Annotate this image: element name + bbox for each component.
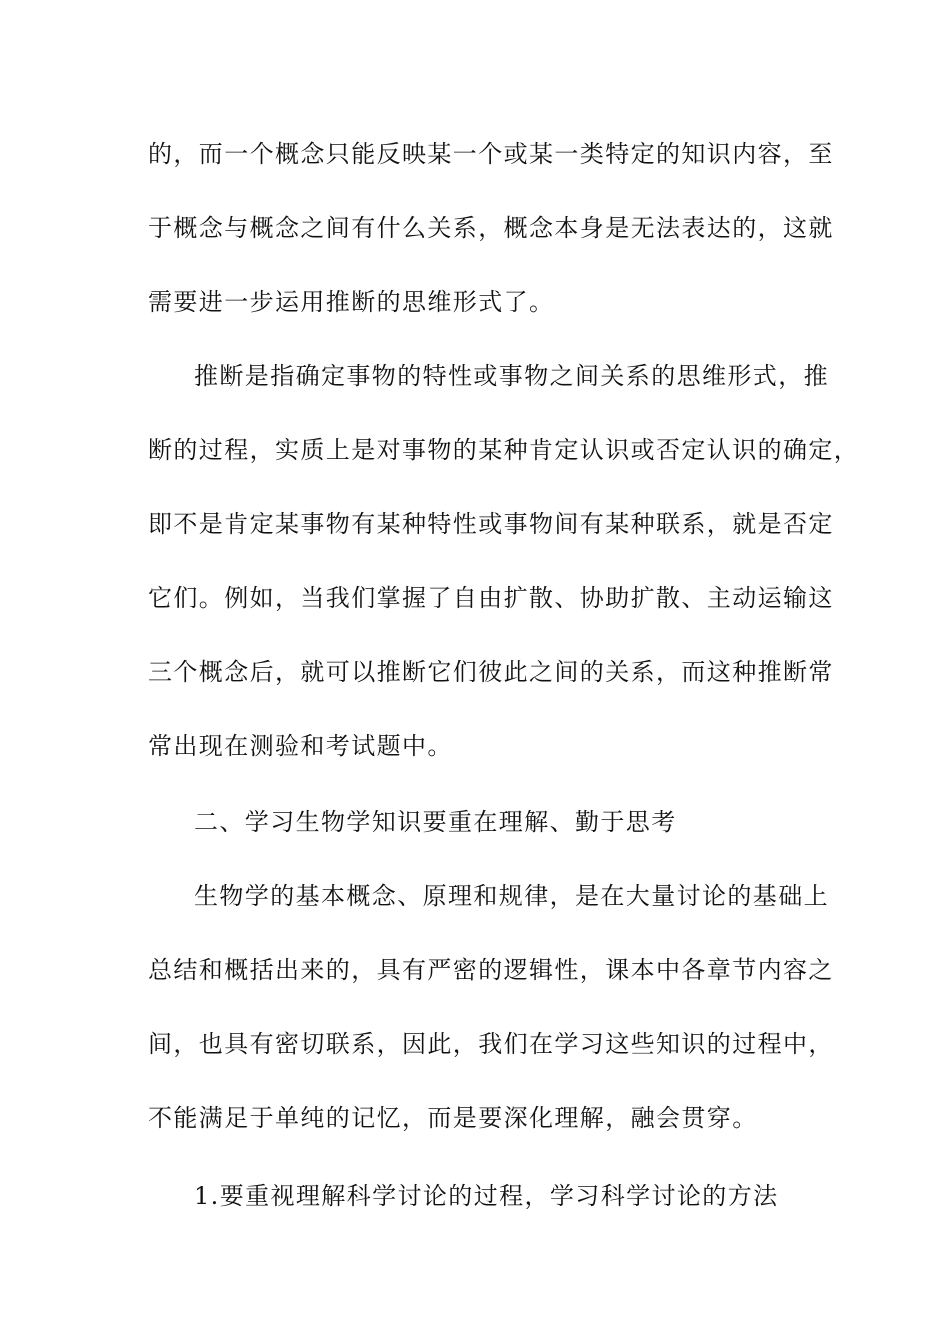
text-line: 即不是肯定某事物有某种特性或事物间有某种联系，就是否定 bbox=[148, 510, 834, 538]
text-line: 不能满足于单纯的记忆，而是要深化理解，融会贯穿。 bbox=[148, 1104, 758, 1132]
text-line: 三个概念后，就可以推断它们彼此之间的关系，而这种推断常 bbox=[148, 658, 834, 686]
text-line: 它们。例如，当我们掌握了自由扩散、协助扩散、主动运输这 bbox=[148, 584, 834, 612]
text-line: 需要进一步运用推断的思维形式了。 bbox=[148, 288, 555, 316]
subsection-heading: 1.要重视理解科学讨论的过程，学习科学讨论的方法 bbox=[194, 1182, 779, 1210]
text-line: 总结和概括出来的，具有严密的逻辑性，课本中各章节内容之 bbox=[148, 956, 834, 984]
text-line: 间，也具有密切联系，因此，我们在学习这些知识的过程中， bbox=[148, 1030, 834, 1058]
paragraph-first-line: 生物学的基本概念、原理和规律，是在大量讨论的基础上 bbox=[194, 882, 829, 910]
paragraph-first-line: 推断是指确定事物的特性或事物之间关系的思维形式，推 bbox=[194, 362, 829, 390]
text-line: 于概念与概念之间有什么关系，概念本身是无法表达的，这就 bbox=[148, 214, 834, 242]
text-line: 的，而一个概念只能反映某一个或某一类特定的知识内容，至 bbox=[148, 140, 834, 168]
text-line: 断的过程，实质上是对事物的某种肯定认识或否定认识的确定， bbox=[148, 436, 860, 464]
section-heading: 二、学习生物学知识要重在理解、勤于思考 bbox=[194, 808, 677, 836]
text-line: 常出现在测验和考试题中。 bbox=[148, 732, 453, 760]
